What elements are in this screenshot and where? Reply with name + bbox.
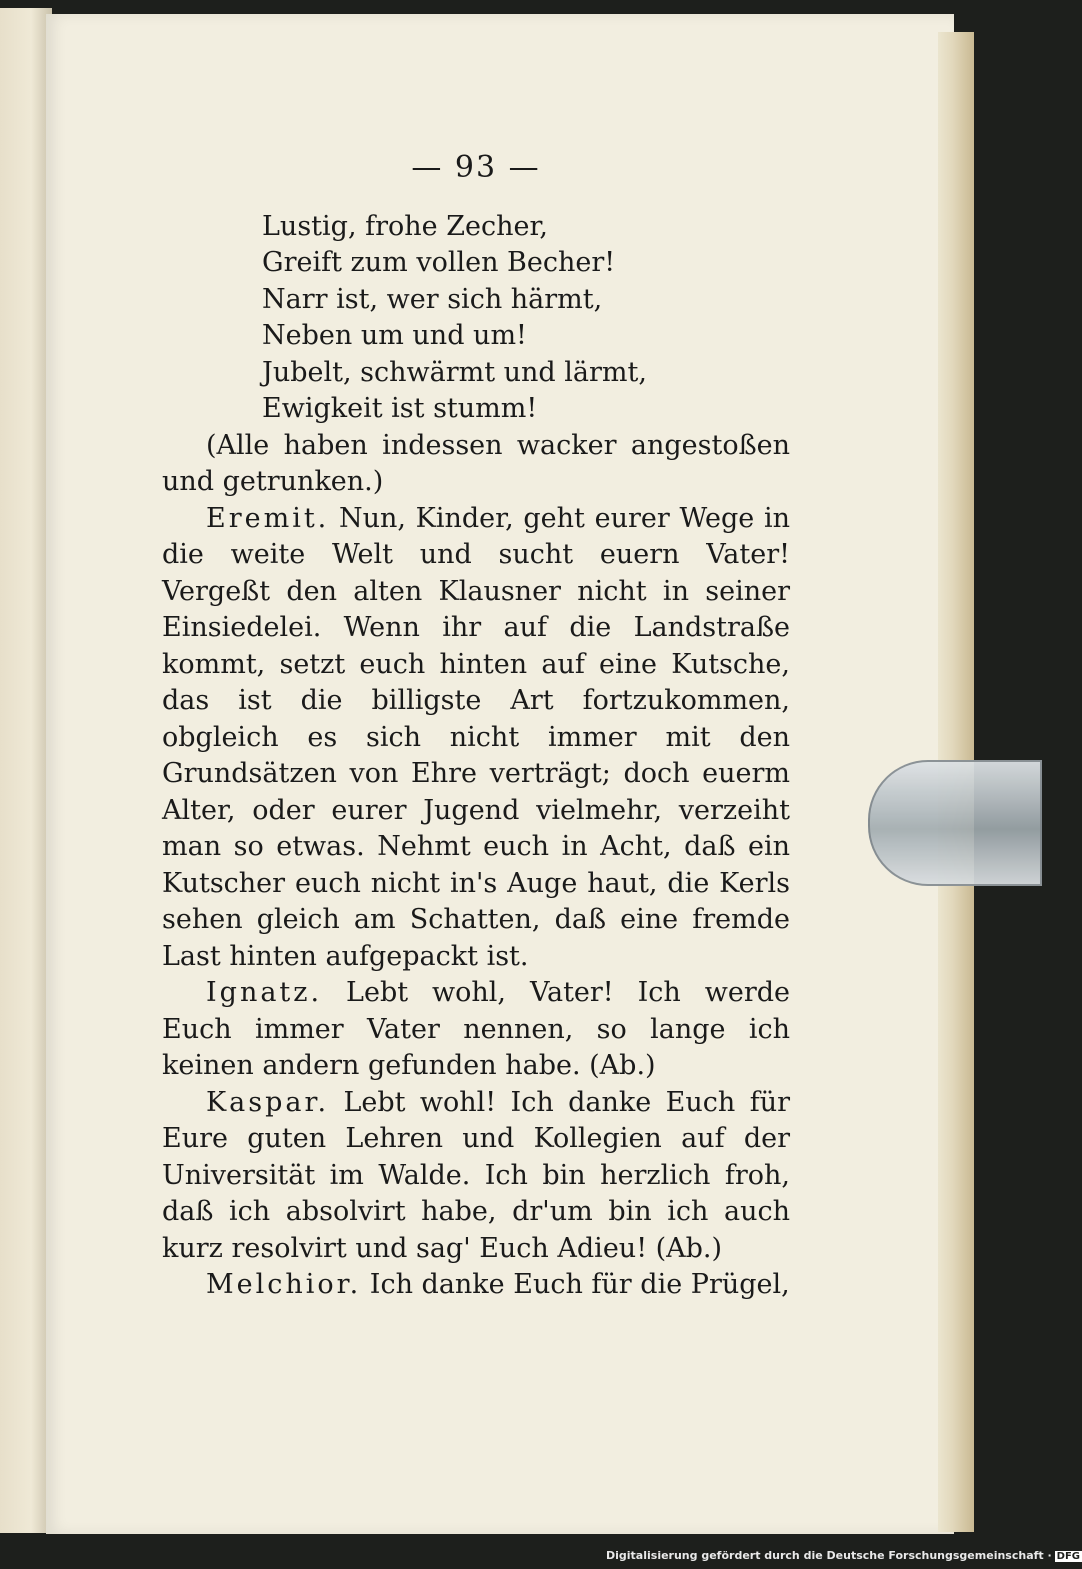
verse-block: [162, 209, 790, 428]
verse-line: Neben um und um!: [262, 320, 527, 351]
speaker-name: Ignatz.: [206, 977, 323, 1008]
book-clip: [868, 760, 1042, 886]
page-content: [162, 150, 790, 1304]
verse-line: Greift zum vollen Becher!: [262, 247, 616, 278]
verse-line: Lustig, frohe Zecher,: [262, 210, 548, 242]
dialogue-paragraph: [162, 501, 790, 976]
dialogue-text: Nun, Kinder, geht eurer Wege in die weite Welt und sucht euern Vater! Vergeßt den alten Klausner nicht in seiner Einsiedelei. Wenn ihr auf die Landstraße kommt, setzt euch hinten auf eine Kutsche, das ist die billigste Art fortzukommen, obgleich es sich nicht immer mit den Grundsätzen von Ehre verträgt; doch euerm Alter, oder eurer Jugend vielmehr, verzeiht man so etwas. Nehmt euch in Acht, daß ein Kutscher euch nicht in's Auge haut, die Kerls sehen gleich am Schatten, daß eine fremde Last hinten aufgepackt ist.: [162, 502, 790, 972]
dialogue-paragraph: [162, 975, 790, 1085]
verse-line: Jubelt, schwärmt und lärmt,: [262, 356, 647, 388]
dialogue-text: Lebt wohl! Ich danke Euch für Eure guten Lehren und Kollegien auf der Universität im Walde. Ich bin herzlich froh, daß ich absolvirt habe, dr'um bin ich auch kurz resolvirt und sag' Euch Adieu! (Ab.): [162, 1086, 790, 1264]
verse-line: Narr ist, wer sich härmt,: [262, 283, 603, 315]
left-page-edge: [0, 8, 52, 1533]
speaker-name: Eremit.: [206, 502, 330, 534]
page-number: — 93 —: [411, 150, 541, 185]
stage-direction: (Alle haben indessen wacker angestoßen und getrunken.): [162, 429, 790, 497]
dialogue-paragraph: [162, 1085, 790, 1268]
verse-line: Ewigkeit ist stumm!: [262, 393, 538, 424]
digitization-credit: [606, 1549, 1082, 1562]
speaker-name: Kaspar.: [206, 1086, 330, 1118]
dialogue-text: Lebt wohl, Vater! Ich werde Euch immer Vater nennen, so lange ich keinen andern gefunden habe. (Ab.): [162, 977, 790, 1081]
dialogue-paragraph: [162, 1267, 790, 1304]
speaker-name: Melchior.: [206, 1269, 362, 1300]
dialogue-text: Ich danke Euch für die Prügel,: [369, 1269, 790, 1300]
dfg-logo: DFG: [1056, 1551, 1081, 1562]
credit-text: Digitalisierung gefördert durch die Deutsche Forschungsgemeinschaft ·: [606, 1549, 1052, 1562]
